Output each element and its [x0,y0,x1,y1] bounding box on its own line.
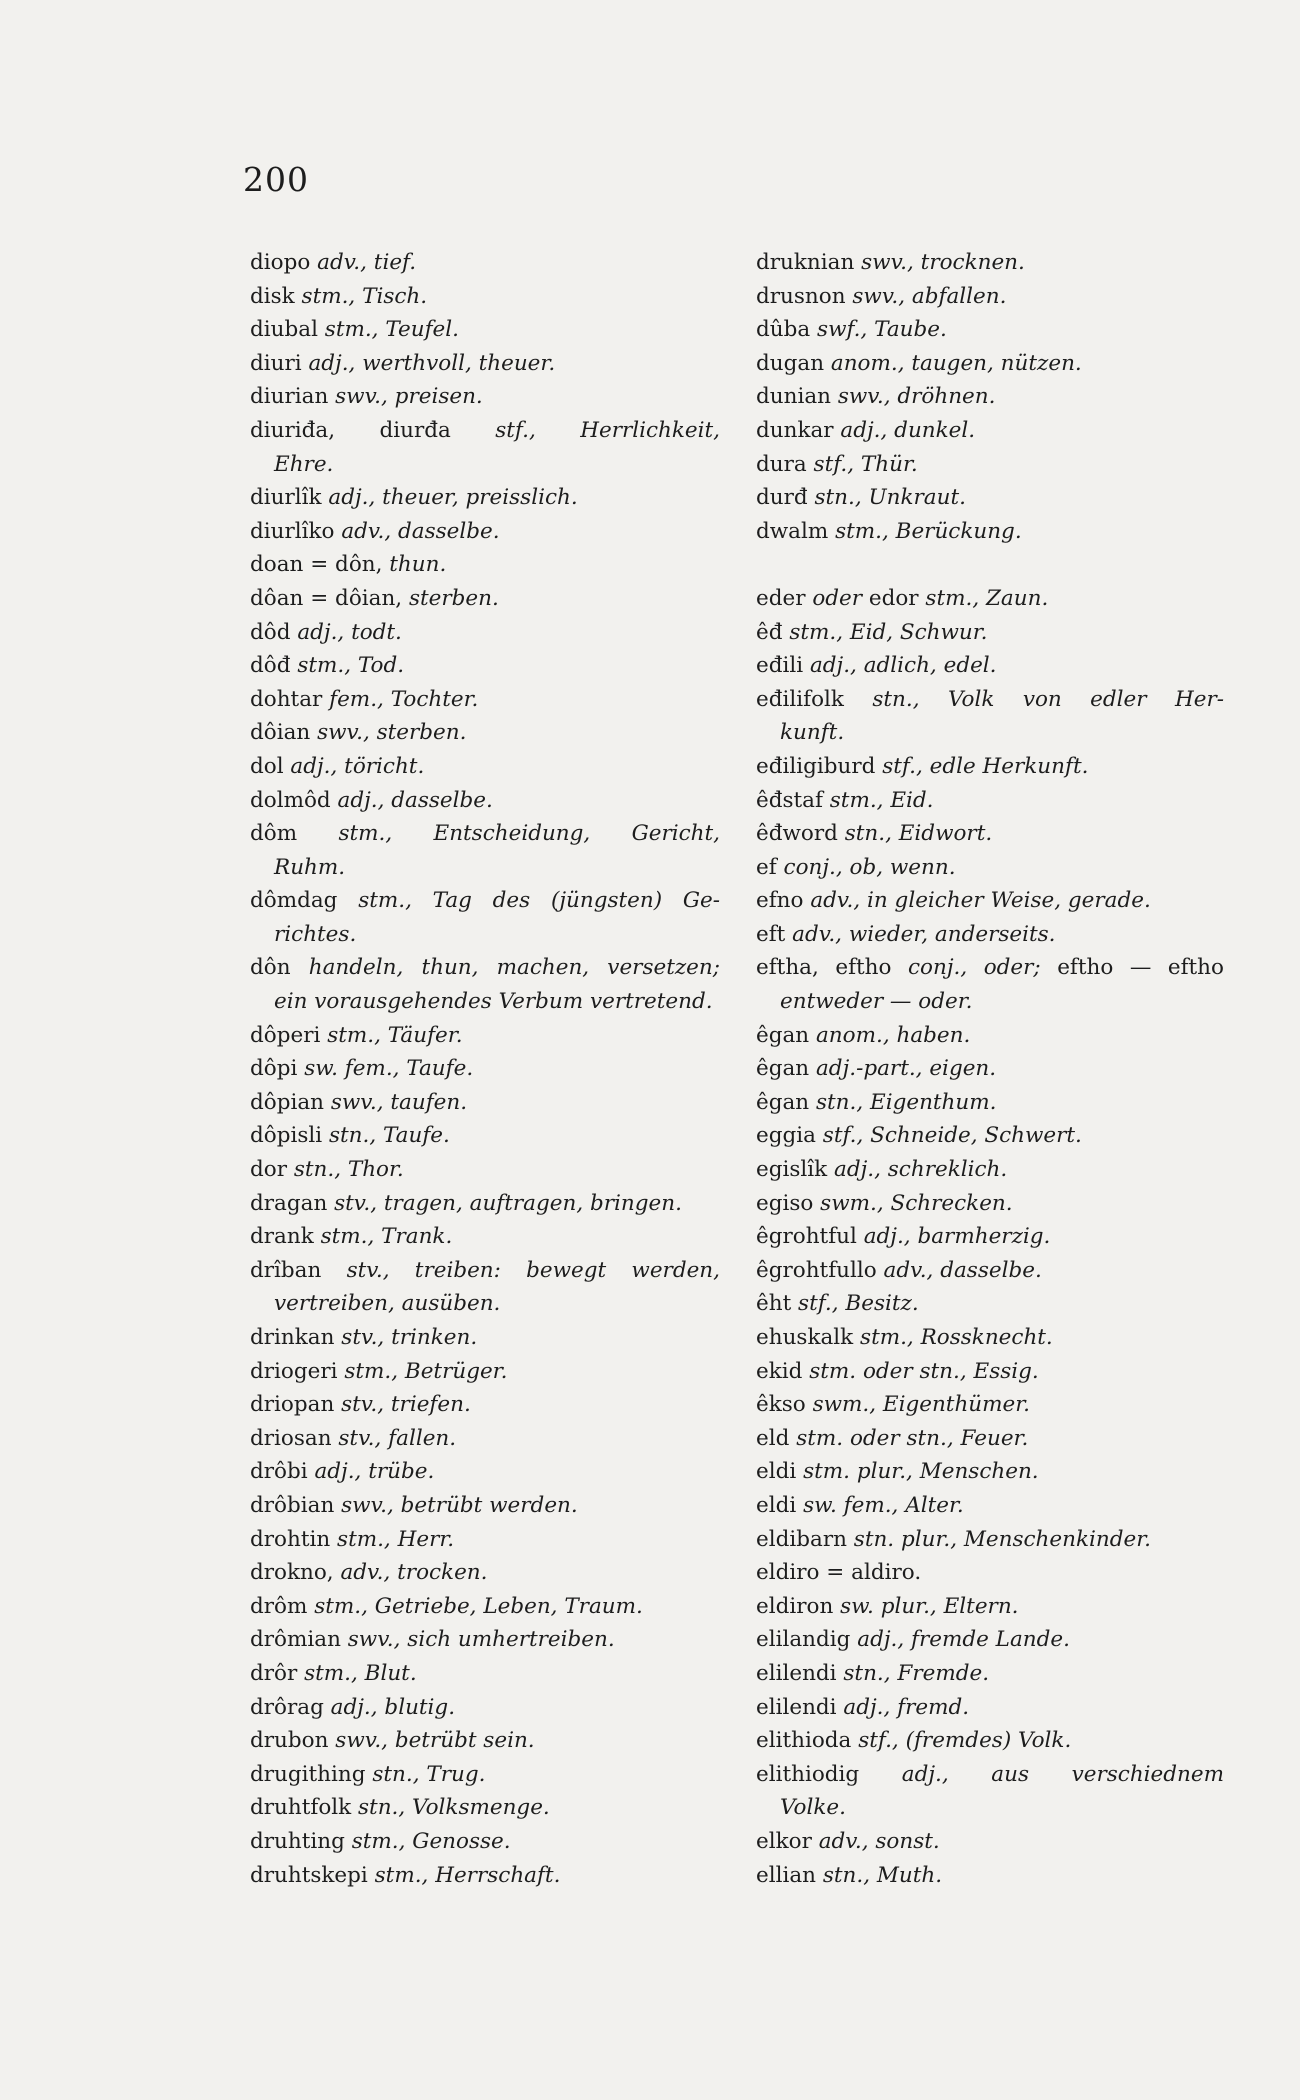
dictionary-entry [756,1052,1224,1086]
dictionary-entry [756,1422,1224,1456]
entry-definition: adv., in gleicher Weise, gerade. [803,888,1151,914]
entry-headword: eldibarn [756,1526,847,1552]
dictionary-entry [756,750,1224,784]
entry-definition: adj., werthvoll, theuer. [301,350,556,376]
entry-definition: fem., Tochter. [322,686,479,712]
entry-headword: drôm [250,1593,308,1619]
dictionary-entry [250,582,720,616]
dictionary-entry [756,1590,1224,1624]
entry-headword: dura [756,451,807,477]
dictionary-entry [250,784,720,818]
entry-continuation [250,985,720,1019]
entry-definition: stm., Teufel. [317,317,459,343]
entry-headword: efno [756,888,804,914]
dictionary-entry [756,1825,1224,1859]
entry-headword: dôpi [250,1056,298,1082]
entry-headword: drômian [250,1627,341,1653]
entry-headword: driosan [250,1425,332,1451]
dictionary-entry [250,1455,720,1489]
dictionary-entry [756,1086,1224,1120]
dictionary-entry [756,1187,1224,1221]
entry-definition: swm., Schrecken. [813,1190,1013,1216]
entry-headword: diubal [250,317,318,343]
entry-headword: dohtar [250,686,323,712]
dictionary-entry [250,246,720,280]
dictionary-entry [756,481,1224,515]
entry-headword: egislîk [756,1157,828,1183]
entry-headword: druhtfolk [250,1795,352,1821]
entry-definition: swv., trocknen. [854,250,1025,275]
entry-headword: drôbi [250,1459,308,1485]
entry-definition: stm., Herrschaft. [367,1862,561,1888]
entry-continuation [250,851,720,885]
entry-headword: eder [756,585,806,611]
dictionary-entry [756,1859,1224,1893]
left-column [250,246,720,1892]
entry-definition: Ehre. [274,451,334,477]
entry-definition: swv., taufen. [324,1089,468,1115]
entry-headword: eft [756,921,786,947]
entry-headword: eđili [756,653,804,679]
dictionary-entry [250,649,720,683]
dictionary-entry [756,851,1224,885]
entry-definition: stm., Blut. [297,1660,417,1686]
entry-definition: swv., dröhnen. [831,384,996,410]
entry-definition: adv., dasselbe. [876,1257,1042,1283]
entry-headword: êgrohtfullo [756,1257,877,1283]
dictionary-entry [756,347,1224,381]
dictionary-entry [250,1254,720,1288]
entry-headword: êđword [756,821,838,847]
dictionary-entry [756,1556,1224,1590]
dictionary-entry [756,280,1224,314]
dictionary-entry [756,817,1224,851]
entry-definition: stn., Unkraut. [807,485,966,511]
entry-headword: dunian [756,384,831,410]
dictionary-entry [250,750,720,784]
entry-continuation [756,1791,1224,1825]
entry-headword: diuri [250,350,302,376]
entry-definition: adj., aus verschiednem [859,1761,1224,1787]
dictionary-entry [250,951,720,985]
entry-definition: stm., Täufer. [320,1022,463,1048]
dictionary-entry [756,951,1224,985]
entry-definition: stv., tragen, auftragen, bringen. [327,1190,682,1216]
dictionary-entry [756,1489,1224,1523]
entry-headword: druhting [250,1828,345,1854]
entry-definition: adj., blutig. [323,1694,456,1720]
dictionary-entry [756,884,1224,918]
right-column [756,246,1224,1892]
entry-headword: drugithing [250,1761,366,1787]
entry-headword: diuriđa, diurđa [250,417,451,443]
entry-headword: eldi [756,1492,797,1518]
dictionary-entry [756,1758,1224,1792]
entry-definition: stn., Thor. [287,1157,404,1183]
dictionary-entry [756,380,1224,414]
entry-headword: diurlîko [250,518,335,544]
dictionary-entry [756,1657,1224,1691]
entry-definition: stn., Eigenthum. [809,1089,997,1115]
entry-definition: sw. fem., Alter. [796,1492,964,1518]
entry-headword: elilandig [756,1627,851,1653]
dictionary-entry [756,1321,1224,1355]
entry-definition: oder [805,585,863,611]
entry-headword: eld [756,1425,790,1451]
entry-definition: stm., Berückung. [828,518,1022,544]
entry-continuation [250,448,720,482]
entry-headword: dolmôd [250,787,331,813]
entry-headword: elithiodig [756,1761,860,1787]
entry-definition: sterben. [402,585,499,611]
dictionary-entry [250,1724,720,1758]
entry-definition: stm., Entscheidung, Gericht, [297,821,720,847]
entry-definition: stm., Eid, Schwur. [782,619,988,645]
dictionary-entry [250,1791,720,1825]
entry-headword: êgan [756,1022,810,1048]
entry-definition: kunft. [780,720,845,746]
dictionary-entry [250,1422,720,1456]
dictionary-entry [756,246,1224,280]
entry-definition: adv., dasselbe. [334,518,500,544]
entry-headword: dôperi [250,1022,321,1048]
entry-definition: stm., Tod. [290,653,405,679]
entry-definition: swv., betrübt sein. [328,1728,535,1754]
dictionary-entry [250,1489,720,1523]
dictionary-entry [756,1287,1224,1321]
entry-headword: egiso [756,1190,814,1216]
entry-headword: drubon [250,1728,329,1754]
dictionary-entry [756,1355,1224,1389]
dictionary-entry [250,1825,720,1859]
entry-headword: dûba [756,317,811,343]
entry-headword: drîban [250,1257,322,1283]
dictionary-entry [250,1355,720,1389]
dictionary-entry [756,1691,1224,1725]
entry-headword: eđiligiburd [756,753,876,779]
entry-definition: adj., fremd. [836,1694,970,1720]
entry-headword: eldiron [756,1593,834,1619]
entry-headword: drinkan [250,1325,335,1350]
entry-definition: stf., Schneide, Schwert. [815,1123,1082,1149]
dictionary-entry [250,817,720,851]
entry-headword: êgrohtful [756,1224,857,1250]
dictionary-entry [250,1388,720,1422]
dictionary-entry [250,1052,720,1086]
entry-definition: adj., töricht. [283,753,425,779]
entry-continuation [250,918,720,952]
entry-definition: swv., abfallen. [845,283,1007,309]
dictionary-entry [250,683,720,717]
dictionary-entry [250,548,720,582]
dictionary-entry [756,1153,1224,1187]
entry-headword: êht [756,1291,792,1317]
entry-definition: stf., Thür. [806,451,918,477]
entry-definition: stm. oder stn., Feuer. [789,1425,1029,1451]
entry-headword: diopo [250,250,311,275]
entry-headword: drôr [250,1660,298,1686]
entry-headword: êgan [756,1089,810,1115]
entry-headword: ellian [756,1862,817,1888]
entry-headword: êkso [756,1392,806,1418]
entry-headword: dor [250,1157,287,1183]
entry-headword: eggia [756,1123,816,1149]
entry-definition: swv., sich umhertreiben. [340,1627,615,1653]
entry-definition: conj., ob, wenn. [776,854,956,880]
dictionary-entry [250,1019,720,1053]
dictionary-entry [756,1623,1224,1657]
entry-definition: stm., Tag des (jüngsten) Ge- [337,888,720,914]
entry-headword: dôd [250,619,291,645]
entry-headword: dol [250,753,284,779]
entry-definition: stn., Muth. [816,1862,943,1888]
page-number: 200 [243,160,309,199]
entry-definition: adj., schreklich. [827,1157,1008,1183]
dictionary-entry [250,1119,720,1153]
entry-headword: eftha, eftho [756,955,892,981]
entry-continuation [756,716,1224,750]
entry-headword-extra: eftho — eftho [1040,955,1224,981]
entry-definition: thun. [382,552,447,578]
entry-headword: dôan = dôian, [250,585,403,611]
entry-definition: anom., taugen, nützen. [824,350,1082,376]
entry-headword: dwalm [756,518,829,544]
dictionary-entry [250,1086,720,1120]
entry-headword: drohtin [250,1526,331,1552]
entry-headword: druknian [756,250,855,275]
entry-continuation [756,985,1224,1019]
entry-headword: durđ [756,485,808,511]
entry-headword: ekid [756,1358,803,1384]
entry-definition: stm., Tisch. [294,283,428,309]
dictionary-entry [756,1119,1224,1153]
entry-definition: adj., theuer, preisslich. [321,485,578,511]
entry-definition: stn., Eidwort. [837,821,993,847]
entry-definition: adv., wieder, anderseits. [785,921,1056,947]
dictionary-entry [756,1019,1224,1053]
entry-definition: adj., barmherzig. [856,1224,1051,1250]
entry-headword: drusnon [756,283,846,309]
dictionary-entry [250,1153,720,1187]
entry-definition: stn. plur., Menschenkinder. [846,1526,1151,1552]
entry-definition: stm., Rossknecht. [853,1325,1053,1350]
entry-headword: dragan [250,1190,328,1216]
dictionary-entry [756,313,1224,347]
dictionary-entry [250,1657,720,1691]
entry-headword: elilendi [756,1660,837,1686]
entry-definition: stf., edle Herkunft. [875,753,1089,779]
dictionary-entry [756,414,1224,448]
entry-definition: anom., haben. [809,1022,971,1048]
entry-definition: stm., Trank. [313,1224,453,1250]
entry-definition: stm., Getriebe, Leben, Traum. [307,1593,643,1619]
dictionary-entry [756,1388,1224,1422]
entry-headword: ef [756,854,777,880]
entry-definition: adj., trübe. [307,1459,435,1485]
entry-headword: drokno, [250,1560,334,1586]
entry-definition: swm., Eigenthümer. [805,1392,1030,1418]
entry-definition: stm. plur., Menschen. [796,1459,1039,1485]
dictionary-entry [250,414,720,448]
entry-definition: stf., Herrlichkeit, [450,417,720,443]
entry-headword: elithioda [756,1728,852,1754]
entry-definition: handeln, thun, machen, versetzen; [290,955,720,981]
dictionary-entry [250,1187,720,1221]
entry-headword: diurlîk [250,485,322,511]
entry-headword: eldiro = aldiro. [756,1560,922,1586]
entry-definition: Volke. [780,1795,846,1821]
dictionary-entry [250,1590,720,1624]
entry-headword: dunkar [756,417,834,443]
entry-definition: adj., dasselbe. [330,787,493,813]
entry-headword: drôbian [250,1492,335,1518]
entry-definition: stf., Besitz. [791,1291,919,1317]
entry-headword: diurian [250,384,329,410]
entry-headword: dôian [250,720,311,746]
entry-headword: driogeri [250,1358,338,1384]
entry-continuation [250,1287,720,1321]
entry-headword: êgan [756,1056,810,1082]
entry-definition: stm., Eid. [822,787,934,813]
entry-definition: conj., oder; [891,955,1041,981]
entry-definition: swf., Taube. [810,317,947,343]
entry-definition: stm. oder stn., Essig. [802,1358,1039,1384]
entry-headword: dôđ [250,653,291,679]
entry-headword: êđ [756,619,783,645]
entry-definition: vertreiben, ausüben. [274,1291,501,1317]
dictionary-entry [250,1691,720,1725]
dictionary-entry [250,313,720,347]
dictionary-entry [250,1220,720,1254]
entry-definition: stn., Taufe. [322,1123,450,1149]
entry-definition: sw. fem., Taufe. [297,1056,474,1082]
entry-definition: stn., Volksmenge. [351,1795,550,1821]
entry-headword: dôm [250,821,298,847]
entry-definition: stv., triefen. [334,1392,471,1418]
entry-definition: stn., Fremde. [836,1660,990,1686]
entry-definition: adv., sonst. [811,1828,940,1854]
entry-definition: stv., trinken. [334,1325,478,1350]
entry-headword: êđstaf [756,787,823,813]
entry-headword-extra: edor [862,585,919,611]
entry-headword: dômdag [250,888,338,914]
entry-headword: eđilifolk [756,686,844,712]
entry-headword: eldi [756,1459,797,1485]
entry-headword: driopan [250,1392,335,1418]
entry-headword: dôn [250,955,291,981]
dictionary-entry [250,616,720,650]
entry-definition: stm., Herr. [330,1526,455,1552]
entry-definition: stv., treiben: bewegt werden, [321,1257,720,1283]
entry-definition: adj., fremde Lande. [850,1627,1070,1653]
dictionary-entry [250,1859,720,1893]
dictionary-entry [756,1455,1224,1489]
dictionary-entry [756,515,1224,549]
entry-definition: adv., tief. [310,250,417,275]
dictionary-entry [250,1758,720,1792]
entry-definition: ein vorausgehendes Verbum vertretend. [274,989,713,1015]
entry-definition: adj.-part., eigen. [809,1056,997,1082]
entry-definition: adv., trocken. [333,1560,488,1586]
entry-headword: drank [250,1224,314,1250]
entry-definition-extra: stm., Zaun. [918,585,1049,611]
dictionary-entry [756,649,1224,683]
dictionary-entry [756,582,1224,616]
entry-headword: drôrag [250,1694,324,1720]
entry-definition: adj., adlich, edel. [803,653,997,679]
entry-definition: stm., Genosse. [344,1828,511,1854]
entry-headword: elilendi [756,1694,837,1720]
entry-definition: swv., betrübt werden. [334,1492,578,1518]
entry-definition: stn., Volk von edler Her- [843,686,1224,712]
dictionary-entry [756,1220,1224,1254]
dictionary-entry [250,515,720,549]
dictionary-entry [756,918,1224,952]
dictionary-entry [250,1623,720,1657]
dictionary-entry [756,1724,1224,1758]
entry-definition: adj., todt. [290,619,402,645]
entry-definition: swv., preisen. [328,384,483,410]
entry-headword: ehuskalk [756,1325,854,1350]
dictionary-entry [756,683,1224,717]
entry-definition: Ruhm. [274,854,346,880]
entry-definition: stv., fallen. [331,1425,457,1451]
dictionary-entry [250,481,720,515]
dictionary-entry [250,884,720,918]
entry-definition: swv., sterben. [310,720,467,746]
entry-definition: stn., Trug. [365,1761,486,1787]
entry-headword: doan = dôn, [250,552,383,578]
entry-definition: sw. plur., Eltern. [833,1593,1019,1619]
entry-headword: dugan [756,350,825,376]
entry-headword: elkor [756,1828,812,1854]
dictionary-entry [250,347,720,381]
entry-headword: dôpisli [250,1123,323,1149]
dictionary-entry [250,380,720,414]
entry-headword: dôpian [250,1089,325,1115]
entry-headword: druhtskepi [250,1862,368,1888]
dictionary-entry [250,1321,720,1355]
dictionary-entry [250,280,720,314]
dictionary-entry [250,1556,720,1590]
entry-definition: richtes. [274,921,357,947]
dictionary-entry [756,616,1224,650]
entry-headword: disk [250,283,295,309]
dictionary-entry [250,1523,720,1557]
dictionary-entry [756,1523,1224,1557]
dictionary-entry [756,448,1224,482]
entry-definition: stf., (fremdes) Volk. [851,1728,1072,1754]
entry-definition: entweder — oder. [780,989,973,1015]
dictionary-entry [250,716,720,750]
entry-definition: adj., dunkel. [833,417,976,443]
dictionary-entry [756,1254,1224,1288]
section-gap [756,548,1224,582]
dictionary-entry [756,784,1224,818]
entry-definition: stm., Betrüger. [337,1358,508,1384]
